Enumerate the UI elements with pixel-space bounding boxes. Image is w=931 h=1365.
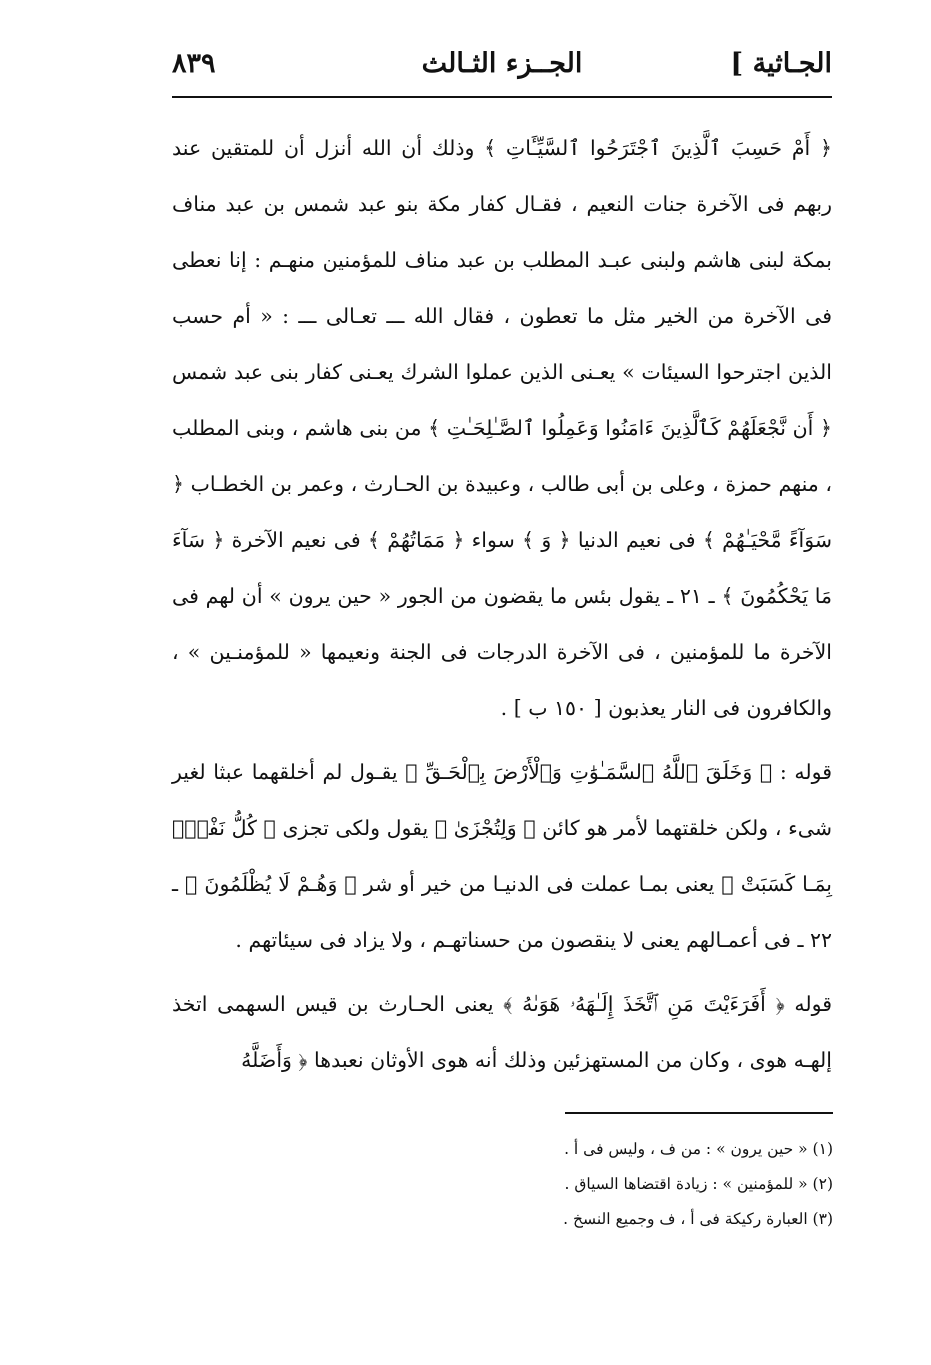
- footnote-3: (٣) العبارة ركيكة فى أ ، ف وجميع النسخ .: [563, 1210, 833, 1228]
- commentary-text: [172, 120, 832, 1088]
- footnote-1: (١) « حين يرون » : من ف ، وليس فى أ .: [564, 1140, 833, 1158]
- paragraph-verse-21: ﴿ أَمْ حَسِبَ ٱلَّذِينَ ٱجْتَرَحُوا ٱلسَّيِّـَٔاتِ ﴾ وذلك أن الله أنزل أن للمتقين عند ربهم فى الآخرة جنات النعيم ، فقـال كفار مكة بنو عبد شمس بن عبد مناف بمكة لبنى هاشم ولبنى عبـد المطلب بن عبد مناف للمؤمنين منهـم : إنا نعطى فى الآخرة من الخير مثل ما تعطون ، فقال الله ـــ تعـالى ـــ : « أم حسب الذين اجترحوا السيئات » يعـنى الذين عملوا الشرك يعـنى كفار بنى عبد شمس ﴿ أَن نَّجْعَلَهُمْ كَٱلَّذِينَ ءَامَنُوا وَعَمِلُوا ٱلصَّـٰلِحَـٰتِ ﴾ من بنى هاشم ، وبنى المطلب ، منهم حمزة ، وعلى بن أبى طالب ، وعبيدة بن الحـارث ، وعمر بن الخطـاب ﴿ سَوَآءً مَّحْيَـٰهُمْ ﴾ فى نعيم الدنيا ﴿ وَ ﴾ سواء ﴿ مَمَاتُهُمْ ﴾ فى نعيم الآخرة ﴿ سَآءَ مَا يَحْكُمُونَ ﴾ ـ ٢١ ـ يقول بئس ما يقضون من الجور « حين يرون » أن لهم فى الآخرة ما للمؤمنين ، فى الآخرة الدرجات فى الجنة ونعيمها « للمؤمنـين » ، والكافرون فى النار يعذبون [ ١٥٠ ب ] .: [172, 136, 832, 720]
- surah-name: الجـاثية ]: [730, 48, 832, 79]
- header-divider: [172, 96, 832, 98]
- footnote-divider: [565, 1112, 833, 1114]
- footnotes: [300, 1132, 833, 1237]
- part-title: الجــزء الثـالث: [421, 48, 583, 79]
- running-header: [172, 40, 832, 92]
- paragraph-verse-22: قوله : ﴿ وَخَلَقَ ٱللَّهُ ٱلسَّمَـٰوَٰتِ وَٱلْأَرْضَ بِٱلْحَـقِّ ﴾ يقـول لم أخلقهما عبثا لغير شىء ، ولكن خلقتهما لأمر هو كائن ﴿ وَلِتُجْزَىٰ ﴾ يقول ولكى تجزى ﴿ كُلُّ نَفْسٍۭ بِمَـا كَسَبَتْ ﴾ يعنى بمـا عملت فى الدنيـا من خير أو شر ﴿ وَهُـمْ لَا يُظْلَمُونَ ﴾ ـ ٢٢ ـ فى أعمـالهم يعنى لا ينقصون من حسناتهـم ، ولا يزاد فى سيئاتهم .: [172, 760, 832, 952]
- page-number: ٨٣٩: [172, 48, 216, 79]
- paragraph-verse-23: قوله ﴿ أَفَرَءَيْتَ مَنِ ٱتَّخَذَ إِلَـٰهَهُۥ هَوَىٰهُ ﴾ يعنى الحـارث بن قيس السهمى اتخذ إلهـه هوى ، وكان من المستهزئين وذلك أنه هوى الأوثان نعبدها ﴿ وَأَضَلَّهُ: [172, 992, 832, 1072]
- footnote-2: (٢) « للمؤمنين » : زيادة اقتضاها السياق .: [564, 1175, 833, 1193]
